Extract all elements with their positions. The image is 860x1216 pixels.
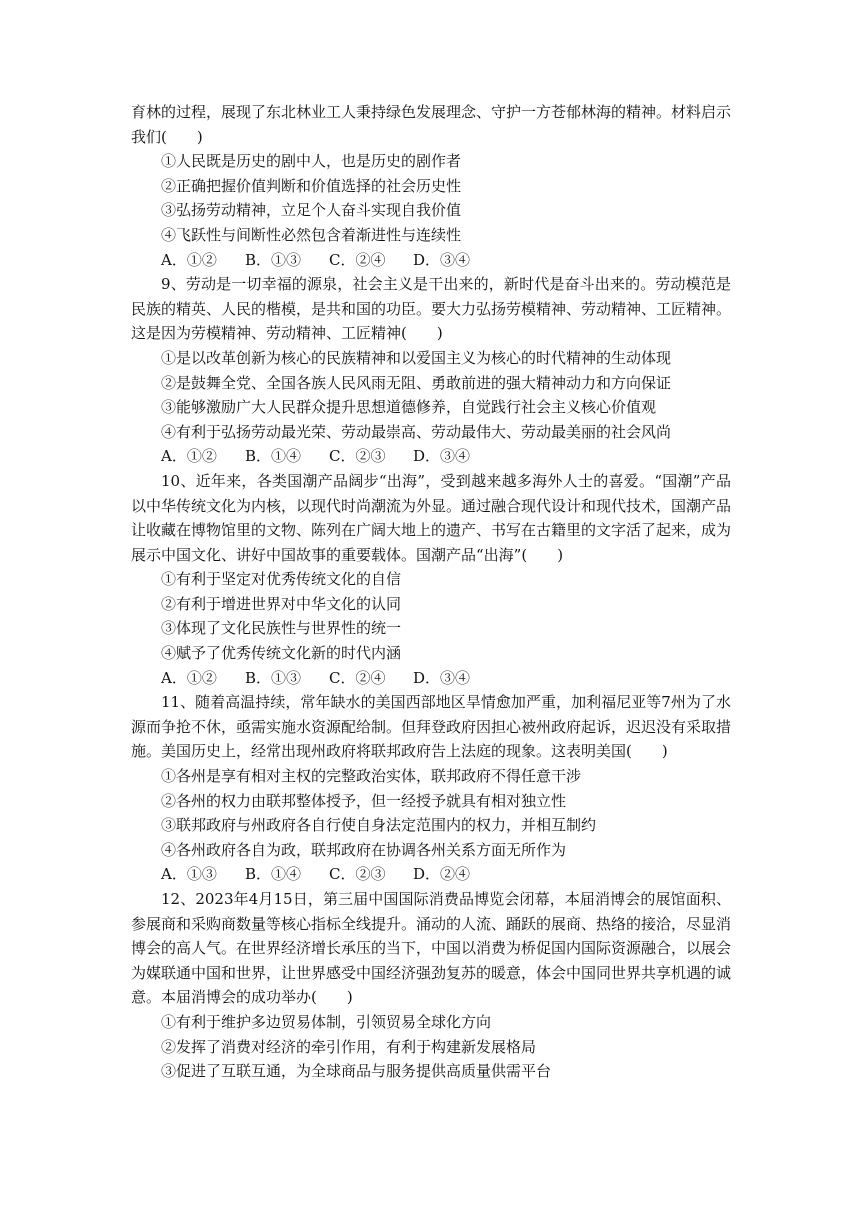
option-item: ②发挥了消费对经济的牵引作用，有利于构建新发展格局 xyxy=(161,1037,537,1056)
question-9 xyxy=(131,272,731,469)
option-item: ③联邦政府与州政府各自行使自身法定范围内的权力，并相互制约 xyxy=(161,816,597,835)
question-10-stem: 10、近年来，各类国潮产品阔步“出海”，受到越来越多海外人士的喜爱。“国潮”产品以中华传统文化为内核，以现代时尚潮流为外显。通过融合现代设计和现代技术，国潮产品让收藏在博物馆里的文物、陈列在广阔大地上的遗产、书写在古籍里的文字活了起来，成为展示中国文化、讲好中国故事的重要载体。国潮产品“出海”( ) xyxy=(131,471,732,564)
question-11 xyxy=(131,690,731,887)
option-item: ③能够激励广大人民群众提升思想道德修养，自觉践行社会主义核心价值观 xyxy=(161,398,657,417)
question-content xyxy=(131,100,731,1084)
option-item: ②正确把握价值判断和价值选择的社会历史性 xyxy=(161,176,462,195)
choice-a: A．①② xyxy=(161,250,217,269)
option-item: ④各州政府各自为政，联邦政府在协调各州关系方面无所作为 xyxy=(161,840,567,859)
choice-a: A．①② xyxy=(161,447,217,466)
option-item: ④有利于弘扬劳动最光荣、劳动最崇高、劳动最伟大、劳动最美丽的社会风尚 xyxy=(161,422,672,441)
choice-d: D．③④ xyxy=(413,250,471,269)
option-item: ①有利于维护多边贸易体制，引领贸易全球化方向 xyxy=(161,1012,492,1031)
question-9-stem: 9、劳动是一切幸福的源泉，社会主义是干出来的，新时代是奋斗出来的。劳动模范是民族的精英、人民的楷模，是共和国的功臣。要大力弘扬劳模精神、劳动精神、工匠精神。这是因为劳模精神、劳动精神、工匠精神( ) xyxy=(131,275,732,343)
choice-b: B．①③ xyxy=(245,250,302,269)
question-10 xyxy=(131,469,731,690)
question-12-stem: 12、2023年4月15日，第三届中国国际消费品博览会闭幕，本届消博会的展馆面积、参展商和采购商数量等核心指标全线提升。涌动的人流、踊跃的展商、热络的接洽，尽显消博会的高人气。在世界经济增长承压的当下，中国以消费为桥促国内国际资源融合，以展会为媒联通中国和世界，让世界感受中国经济强劲复苏的暖意，体会中国同世界共享机遇的诚意。本届消博会的成功举办( ) xyxy=(131,890,732,1007)
choice-b: B．①③ xyxy=(245,668,302,687)
question-11-stem: 11、随着高温持续，常年缺水的美国西部地区旱情愈加严重，加利福尼亚等7州为了水源而争抢不休，亟需实施水资源配给制。但拜登政府因担心被州政府起诉，迟迟没有采取措施。美国历史上，经常出现州政府将联邦政府告上法庭的现象。这表明美国( ) xyxy=(131,693,732,761)
option-item: ④飞跃性与间断性必然包含着渐进性与连续性 xyxy=(161,225,462,244)
option-item: ③促进了互联互通，为全球商品与服务提供高质量供需平台 xyxy=(161,1062,552,1081)
option-item: ③体现了文化民族性与世界性的统一 xyxy=(161,619,402,638)
choice-c: C．②③ xyxy=(329,447,386,466)
option-item: ③弘扬劳动精神，立足个人奋斗实现自我价值 xyxy=(161,201,462,220)
option-item: ①是以改革创新为核心的民族精神和以爱国主义为核心的时代精神的生动体现 xyxy=(161,348,672,367)
option-item: ①各州是享有相对主权的完整政治实体，联邦政府不得任意干涉 xyxy=(161,767,582,786)
choice-d: D．③④ xyxy=(413,447,471,466)
question-12 xyxy=(131,887,731,1084)
option-item: ②有利于增进世界对中华文化的认同 xyxy=(161,594,402,613)
answer-choices xyxy=(131,666,731,691)
choice-c: C．②③ xyxy=(329,865,386,884)
option-item: ②是鼓舞全党、全国各族人民风雨无阻、勇敢前进的强大精神动力和方向保证 xyxy=(161,373,672,392)
choice-c: C．②④ xyxy=(329,668,386,687)
choice-a: A．①③ xyxy=(161,865,217,884)
choice-d: D．②④ xyxy=(413,865,471,884)
option-item: ④赋予了优秀传统文化新的时代内涵 xyxy=(161,644,402,663)
choice-b: B．①④ xyxy=(245,865,302,884)
question-8-stem-tail: 育林的过程，展现了东北林业工人秉持绿色发展理念、守护一方苍郁林海的精神。材料启示我们( ) xyxy=(131,103,732,146)
choice-a: A．①② xyxy=(161,668,217,687)
answer-choices xyxy=(131,248,731,273)
option-item: ②各州的权力由联邦整体授予，但一经授予就具有相对独立性 xyxy=(161,791,567,810)
option-item: ①人民既是历史的剧中人，也是历史的剧作者 xyxy=(161,152,462,171)
choice-d: D．③④ xyxy=(413,668,471,687)
choice-b: B．①④ xyxy=(245,447,302,466)
answer-choices xyxy=(131,444,731,469)
option-item: ①有利于坚定对优秀传统文化的自信 xyxy=(161,570,402,589)
question-8 xyxy=(131,100,731,272)
choice-c: C．②④ xyxy=(329,250,386,269)
answer-choices xyxy=(131,862,731,887)
